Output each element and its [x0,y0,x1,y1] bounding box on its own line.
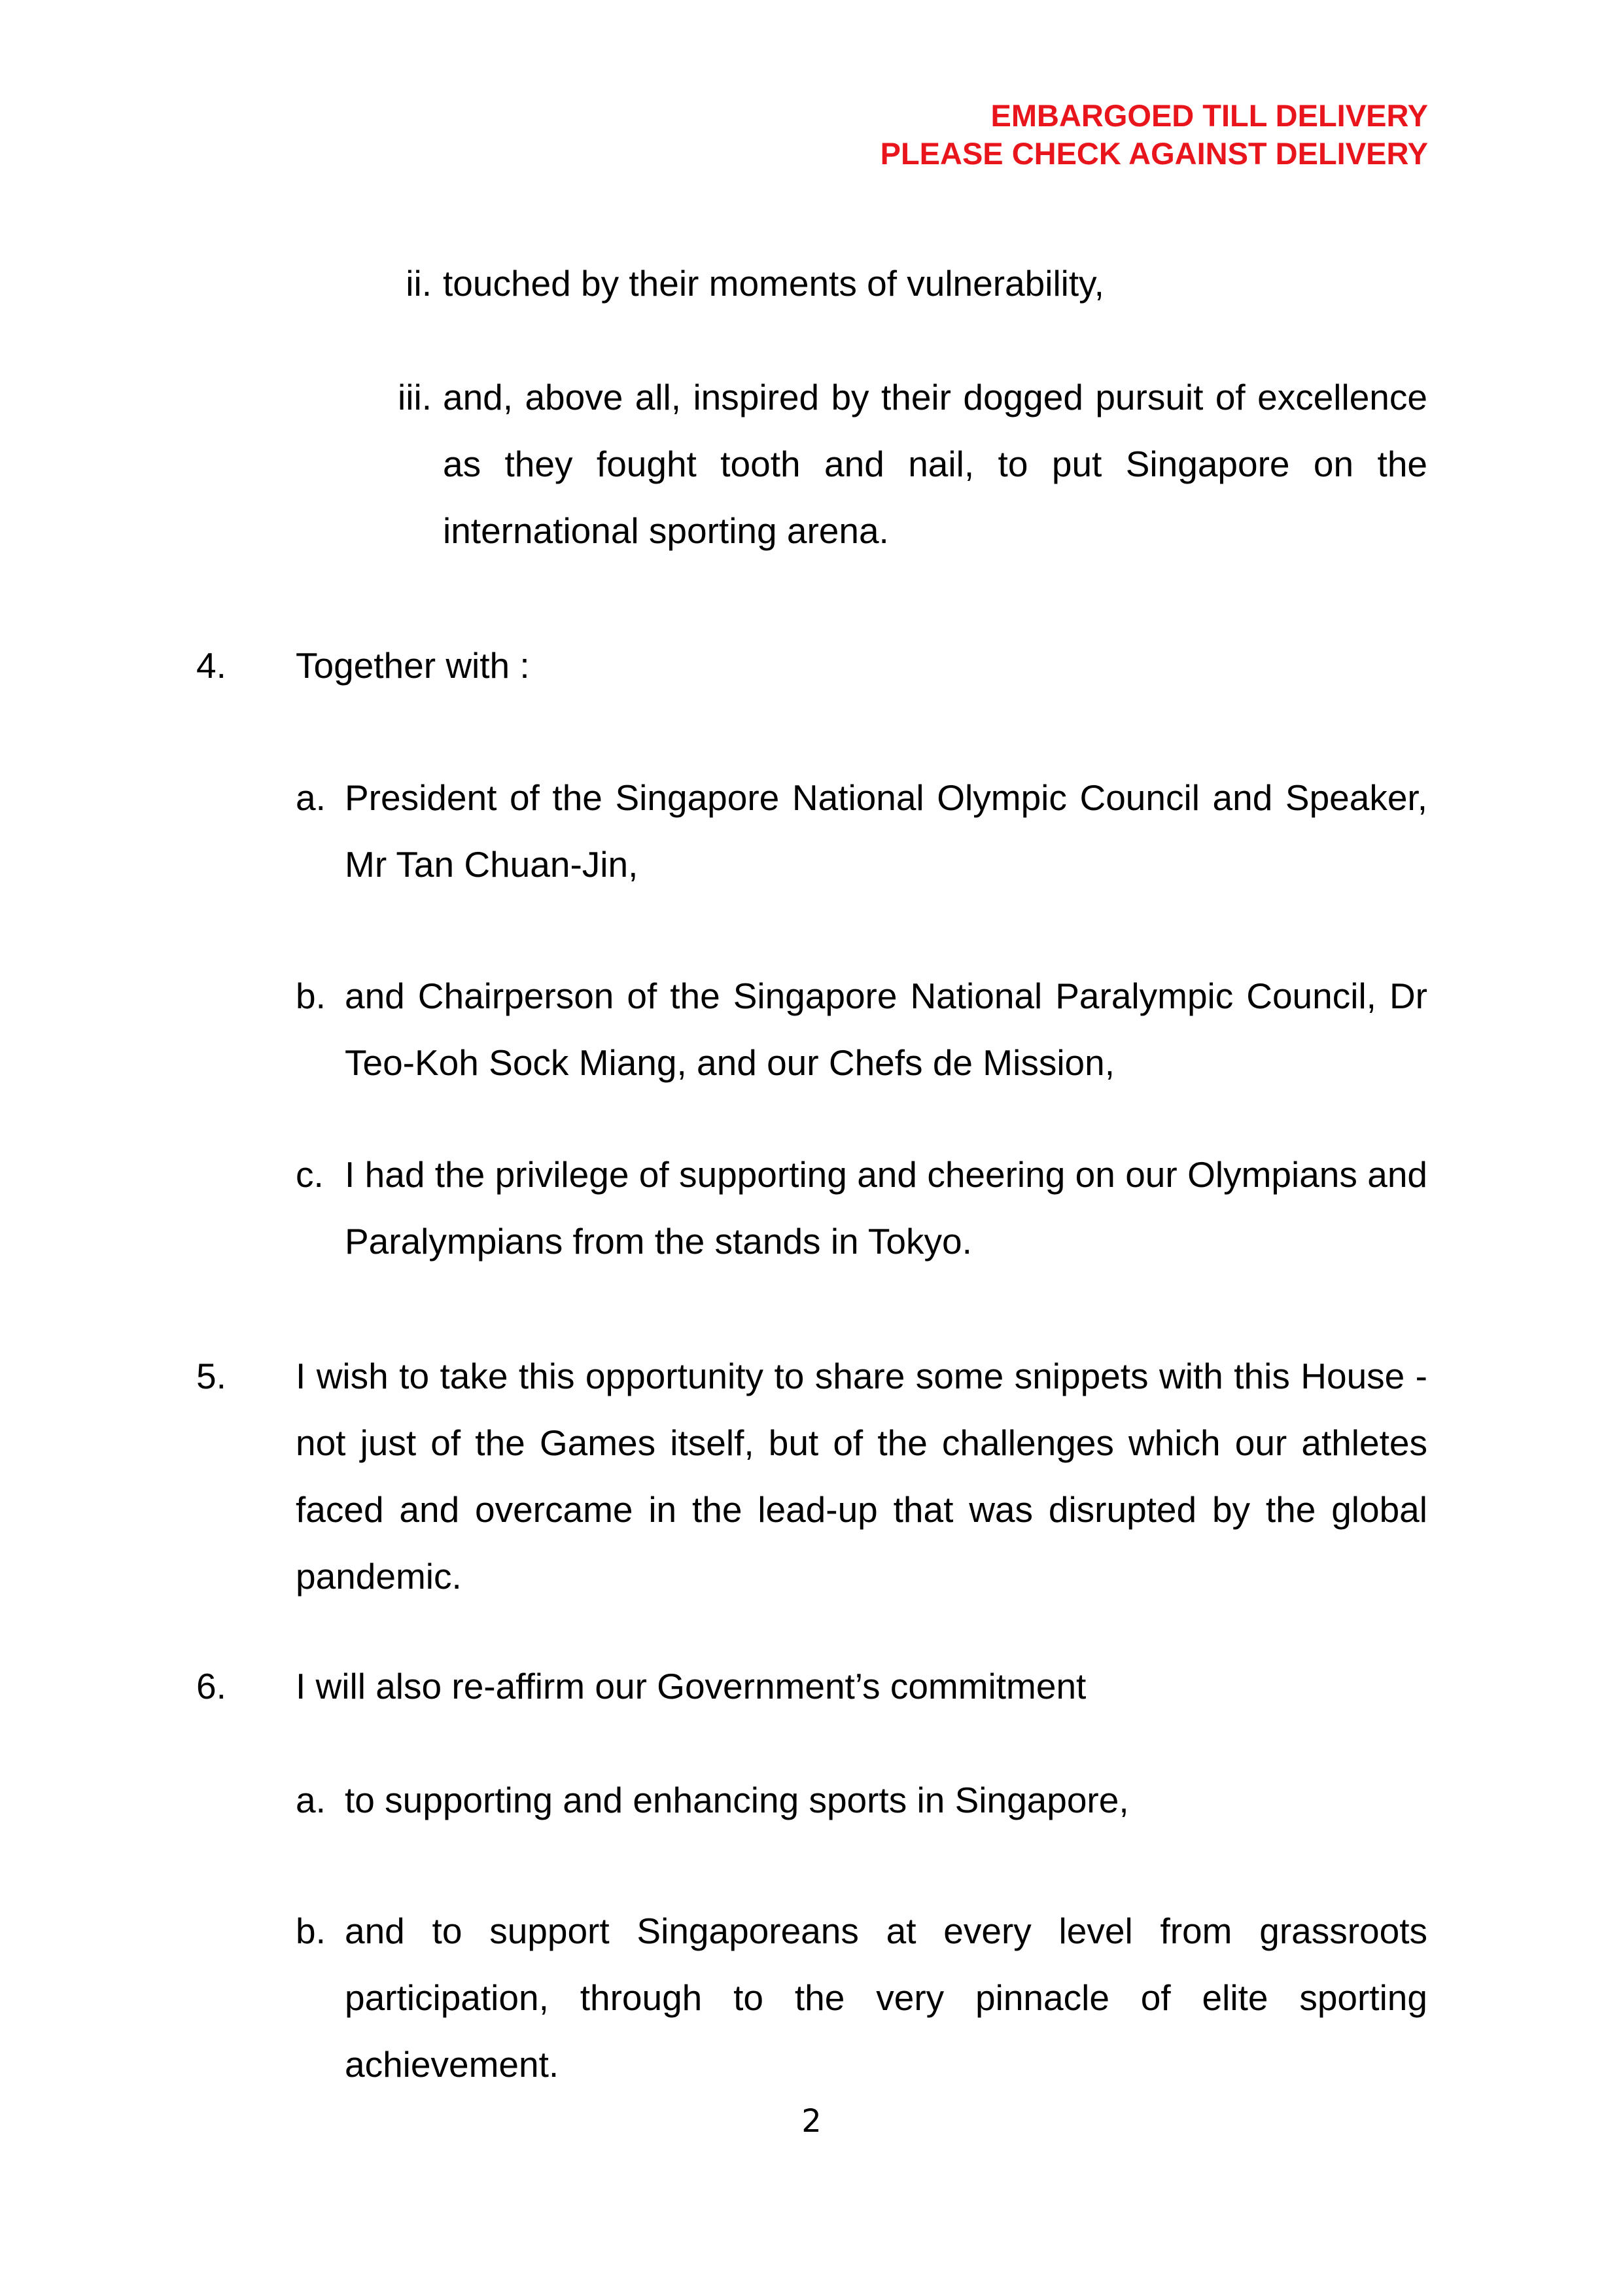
list-marker-ii: ii. [406,263,432,304]
list-marker-4b: b. [296,976,326,1016]
list-item-4b: and Chairperson of the Singapore National Paralympic Council, Dr Teo-Koh Sock Miang, and our Chefs de Mission, [345,976,1427,1083]
list-marker-4a: a. [296,777,326,818]
paragraph-number-5: 5. [196,1356,226,1396]
list-item-4a: President of the Singapore National Olympic Council and Speaker, Mr Tan Chuan-Jin, [345,777,1427,885]
list-marker-6b: b. [296,1911,326,1951]
list-item-ii: touched by their moments of vulnerability, [443,263,1104,304]
paragraph-5-text: I wish to take this opportunity to share some snippets with this House - not just of the Games itself, but of the challenges which our athletes faced and overcame in the lead-up that was disrupted by the global pandemic. [296,1356,1427,1597]
paragraph-4-text: Together with : [296,645,530,686]
paragraph-6-text: I will also re-affirm our Government’s commitment [296,1666,1087,1706]
embargo-line: EMBARGOED TILL DELIVERY [990,98,1428,133]
list-item-iii: and, above all, inspired by their dogged pursuit of excellence as they fought tooth and nail, to put Singapore on the international sporting arena. [443,377,1427,551]
paragraph-number-6: 6. [196,1666,226,1706]
list-marker-iii: iii. [398,377,432,417]
list-marker-4c: c. [296,1154,324,1195]
list-item-4c: I had the privilege of supporting and cheering on our Olympians and Paralympians from the stands in Tokyo. [345,1154,1427,1262]
check-delivery-line: PLEASE CHECK AGAINST DELIVERY [880,136,1428,171]
list-marker-6a: a. [296,1780,326,1820]
list-item-6a: to supporting and enhancing sports in Singapore, [345,1780,1129,1820]
paragraph-number-4: 4. [196,645,226,686]
embargo-header [881,97,1428,173]
list-item-6b: and to support Singaporeans at every level from grassroots participation, through to the very pinnacle of elite sporting achievement. [345,1911,1427,2085]
page-number: 2 [801,2103,822,2140]
